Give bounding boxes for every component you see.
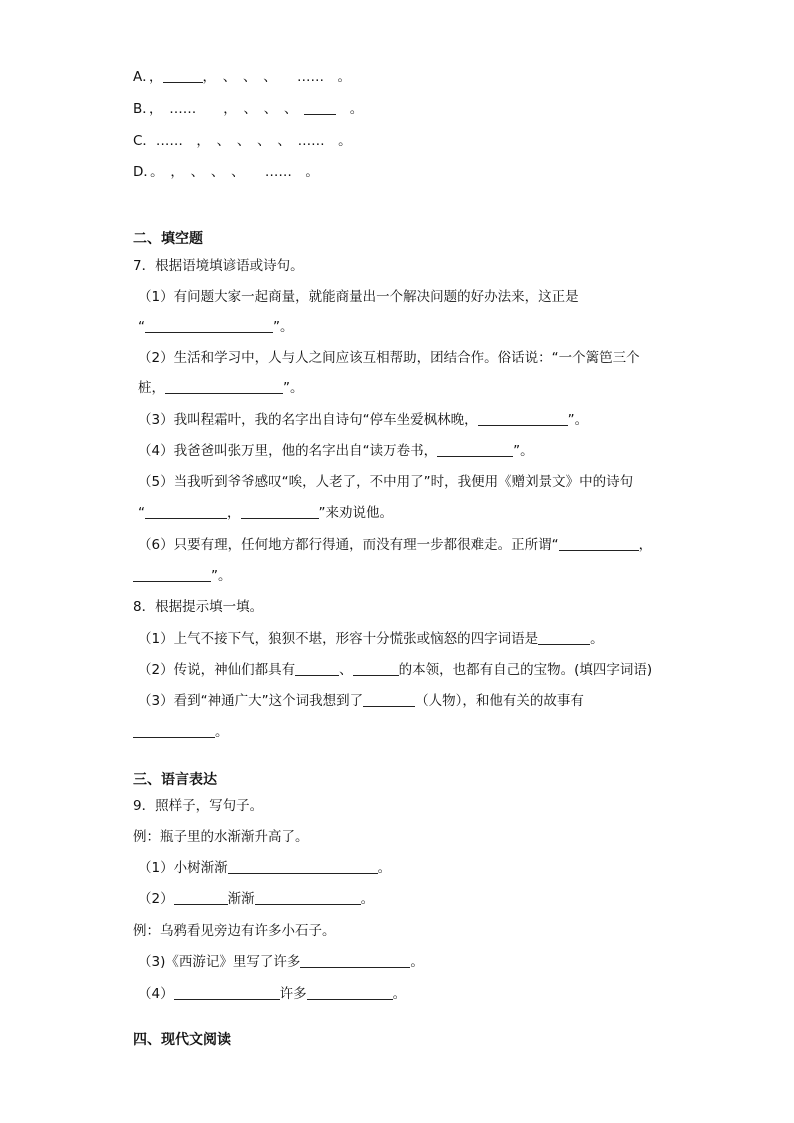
q7-part6-answer: ”。 [133, 566, 232, 586]
answer-blank[interactable] [174, 890, 228, 905]
q7-part4: （4）我爸爸叫张万里，他的名字出自“读万卷书， ”。 [138, 443, 534, 459]
answer-blank[interactable] [133, 567, 211, 582]
q7-part3: （3）我叫程霜叶，我的名字出自诗句“停车坐爱枫林晚， ”。 [138, 412, 589, 428]
answer-blank[interactable] [228, 859, 378, 874]
answer-blank[interactable] [165, 379, 283, 394]
q7-part2-answer: 桩， ”。 [138, 380, 304, 396]
q7-part5-text: （5）当我听到爷爷感叹“唉，人老了，不中用了”时，我便用《赠刘景文》中的诗句 [138, 474, 634, 490]
q9-sentence-2: （2） 渐渐 。 [138, 891, 375, 907]
q8-part3: （3）看到“神通广大”这个词我想到了 （人物），和他有关的故事有 [138, 693, 584, 709]
option-d: D．。 ， 、 、 、 …… 。 [133, 164, 319, 180]
q8-part1: （1）上气不接下气，狼狈不堪，形容十分慌张或恼怒的四字词语是 。 [138, 631, 604, 647]
answer-blank[interactable] [304, 100, 336, 115]
q8-part2: （2）传说，神仙们都具有 、 的本领，也都有自己的宝物。(填四字词语) [138, 662, 653, 678]
q9-example-1: 例：瓶子里的水渐渐升高了。 [133, 829, 309, 845]
q9-sentence-3: （3)《西游记》里写了许多 。 [138, 954, 424, 970]
question-9-stem: 9．照样子，写句子。 [133, 798, 264, 814]
question-8-stem: 8．根据提示填一填。 [133, 599, 264, 615]
answer-blank[interactable] [353, 661, 399, 676]
section-heading-language-expression: 三、语言表达 [133, 772, 217, 788]
q9-sentence-1: （1）小树渐渐 。 [138, 860, 392, 876]
answer-blank[interactable] [538, 630, 590, 645]
q7-part5-answer: “ ， ”来劝说他。 [138, 505, 393, 521]
answer-blank[interactable] [300, 953, 410, 968]
q7-part1-text: （1）有问题大家一起商量，就能商量出一个解决问题的好办法来，这正是 [138, 289, 579, 305]
answer-blank[interactable] [133, 723, 215, 738]
answer-blank[interactable] [559, 536, 639, 551]
q9-example-2: 例：乌鸦看见旁边有许多小石子。 [133, 923, 336, 939]
answer-blank[interactable] [363, 692, 415, 707]
answer-blank[interactable] [478, 411, 568, 426]
answer-blank[interactable] [174, 985, 280, 1000]
answer-blank[interactable] [145, 504, 227, 519]
section-heading-modern-reading: 四、现代文阅读 [133, 1032, 231, 1048]
q7-part1-answer: “ ”。 [138, 319, 294, 335]
q7-part2-text: （2）生活和学习中，人与人之间应该互相帮助，团结合作。俗话说：“一个篱笆三个 [138, 350, 640, 366]
section-heading-fill-blank: 二、填空题 [133, 231, 203, 247]
question-7-stem: 7．根据语境填谚语或诗句。 [133, 258, 304, 274]
q8-part3-answer: 。 [133, 722, 229, 742]
option-a: A．， ， 、 、 、 …… 。 [133, 69, 351, 85]
answer-blank[interactable] [437, 442, 513, 457]
answer-blank[interactable] [241, 504, 319, 519]
q7-part6-text: （6）只要有理，任何地方都行得通，而没有理一步都很难走。正所谓“ ， [138, 537, 653, 553]
answer-blank[interactable] [145, 318, 273, 333]
answer-blank[interactable] [307, 985, 393, 1000]
answer-blank[interactable] [163, 68, 203, 83]
q9-sentence-4: （4） 许多 。 [138, 986, 407, 1002]
answer-blank[interactable] [255, 890, 361, 905]
answer-blank[interactable] [295, 661, 339, 676]
option-c: C．…… ， 、 、 、 、 …… 。 [133, 133, 352, 149]
option-b: B．， …… ， 、 、 、 。 [133, 101, 364, 117]
